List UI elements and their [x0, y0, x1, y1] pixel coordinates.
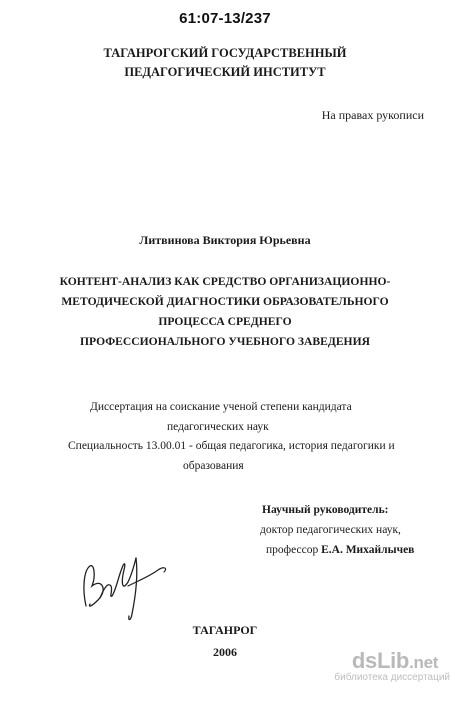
supervisor-title-line: [266, 540, 414, 560]
degree-line-1: Диссертация на соискание ученой степени кандидата: [90, 401, 352, 413]
title-line-3: ПРОЦЕССА СРЕДНЕГО: [158, 315, 292, 328]
watermark-subtitle: библиотека диссертаций: [334, 672, 450, 683]
supervisor-heading: Научный руководитель:: [262, 504, 389, 516]
author-name: Литвинова Виктория Юрьевна: [139, 233, 311, 247]
title-line-1: КОНТЕНТ-АНАЛИЗ КАК СРЕДСТВО ОРГАНИЗАЦИОННО-: [59, 275, 391, 288]
year: 2006: [213, 645, 237, 659]
degree-info: [0, 398, 450, 478]
handwritten-signature: [78, 548, 188, 628]
supervisor-name: Е.А. Михайлычев: [321, 544, 415, 556]
watermark-logo: [340, 648, 450, 674]
watermark-logo-tld: .net: [409, 653, 439, 672]
manuscript-rights-note: На правах рукописи: [321, 108, 424, 122]
city: ТАГАНРОГ: [192, 623, 258, 637]
supervisor-block: [262, 500, 414, 560]
title-line-2: МЕТОДИЧЕСКОЙ ДИАГНОСТИКИ ОБРАЗОВАТЕЛЬНОГО: [61, 295, 389, 308]
watermark-logo-main: dsLib: [351, 648, 410, 673]
dissertation-title: [0, 272, 450, 352]
specialty-line: Специальность 13.00.01 - общая педагогика, история педагогики и: [68, 440, 395, 452]
institution-line-1: ТАГАНРОГСКИЙ ГОСУДАРСТВЕННЫЙ: [103, 46, 347, 60]
specialty-line-2: образования: [183, 459, 244, 472]
title-line-4: ПРОФЕССИОНАЛЬНОГО УЧЕБНОГО ЗАВЕДЕНИЯ: [80, 335, 370, 348]
degree-line-2: педагогических наук: [167, 420, 269, 433]
supervisor-degree: доктор педагогических наук,: [260, 524, 401, 536]
institution-line-2: ПЕДАГОГИЧЕСКИЙ ИНСТИТУТ: [124, 65, 326, 79]
dslib-watermark: [334, 648, 450, 683]
supervisor-title-prefix: профессор: [266, 544, 322, 556]
library-stamp-number: 61:07-13/237: [179, 10, 271, 27]
